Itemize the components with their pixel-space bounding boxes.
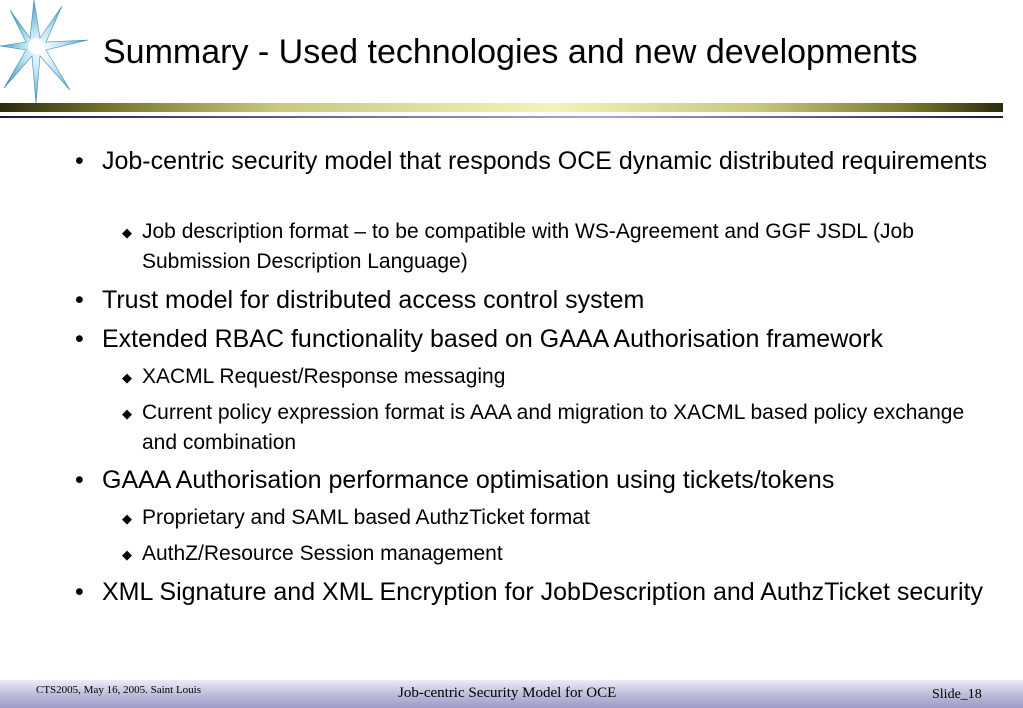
bullet-text: Job-centric security model that responds OCE dynamic distributed requirements xyxy=(102,147,988,175)
bullet-text: GAAA Authorisation performance optimisation using tickets/tokens xyxy=(102,466,835,494)
diamond-bullet-icon: ◆ xyxy=(122,511,132,526)
sub-bullet-text: Current policy expression format is AAA and migration to XACML based policy exchange and combination xyxy=(142,401,965,454)
sub-bullet-text: Proprietary and SAML based AuthzTicket format xyxy=(142,506,590,529)
bullet-icon: • xyxy=(75,578,84,606)
sub-bullet-item xyxy=(122,217,972,277)
footer-event: CTS2005, May 16, 2005. Saint Louis xyxy=(36,684,202,696)
bullet-item xyxy=(75,284,992,317)
footer-title: Job-centric Security Model for OCE xyxy=(398,685,617,701)
sub-bullet-text: XACML Request/Response messaging xyxy=(142,365,506,388)
bullet-item xyxy=(75,145,992,178)
bullet-icon: • xyxy=(75,147,84,175)
bullet-item xyxy=(75,576,992,609)
diamond-bullet-icon: ◆ xyxy=(122,370,132,385)
bullet-item xyxy=(75,464,992,497)
bullet-icon: • xyxy=(75,325,84,353)
bullet-icon: • xyxy=(75,286,84,314)
diamond-bullet-icon: ◆ xyxy=(122,406,132,421)
sub-bullet-item xyxy=(122,362,972,392)
diamond-bullet-icon: ◆ xyxy=(122,225,132,240)
sub-bullet-item xyxy=(122,539,972,569)
slide-title: Summary - Used technologies and new developments xyxy=(103,33,918,71)
sub-bullet-text: AuthZ/Resource Session management xyxy=(142,542,503,565)
sub-bullet-item xyxy=(122,398,972,458)
bullet-item xyxy=(75,323,992,356)
bullet-icon: • xyxy=(75,466,84,494)
bullet-text: XML Signature and XML Encryption for JobDescription and AuthzTicket security xyxy=(102,578,983,606)
diamond-bullet-icon: ◆ xyxy=(122,547,132,562)
bullet-text: Extended RBAC functionality based on GAAA Authorisation framework xyxy=(102,325,883,353)
sub-bullet-text: Job description format – to be compatible with WS-Agreement and GGF JSDL (Job Submission Description Language) xyxy=(142,220,914,273)
slide-number: Slide_18 xyxy=(932,687,982,702)
bullet-text: Trust model for distributed access control system xyxy=(102,286,645,314)
sub-bullet-item xyxy=(122,503,972,533)
